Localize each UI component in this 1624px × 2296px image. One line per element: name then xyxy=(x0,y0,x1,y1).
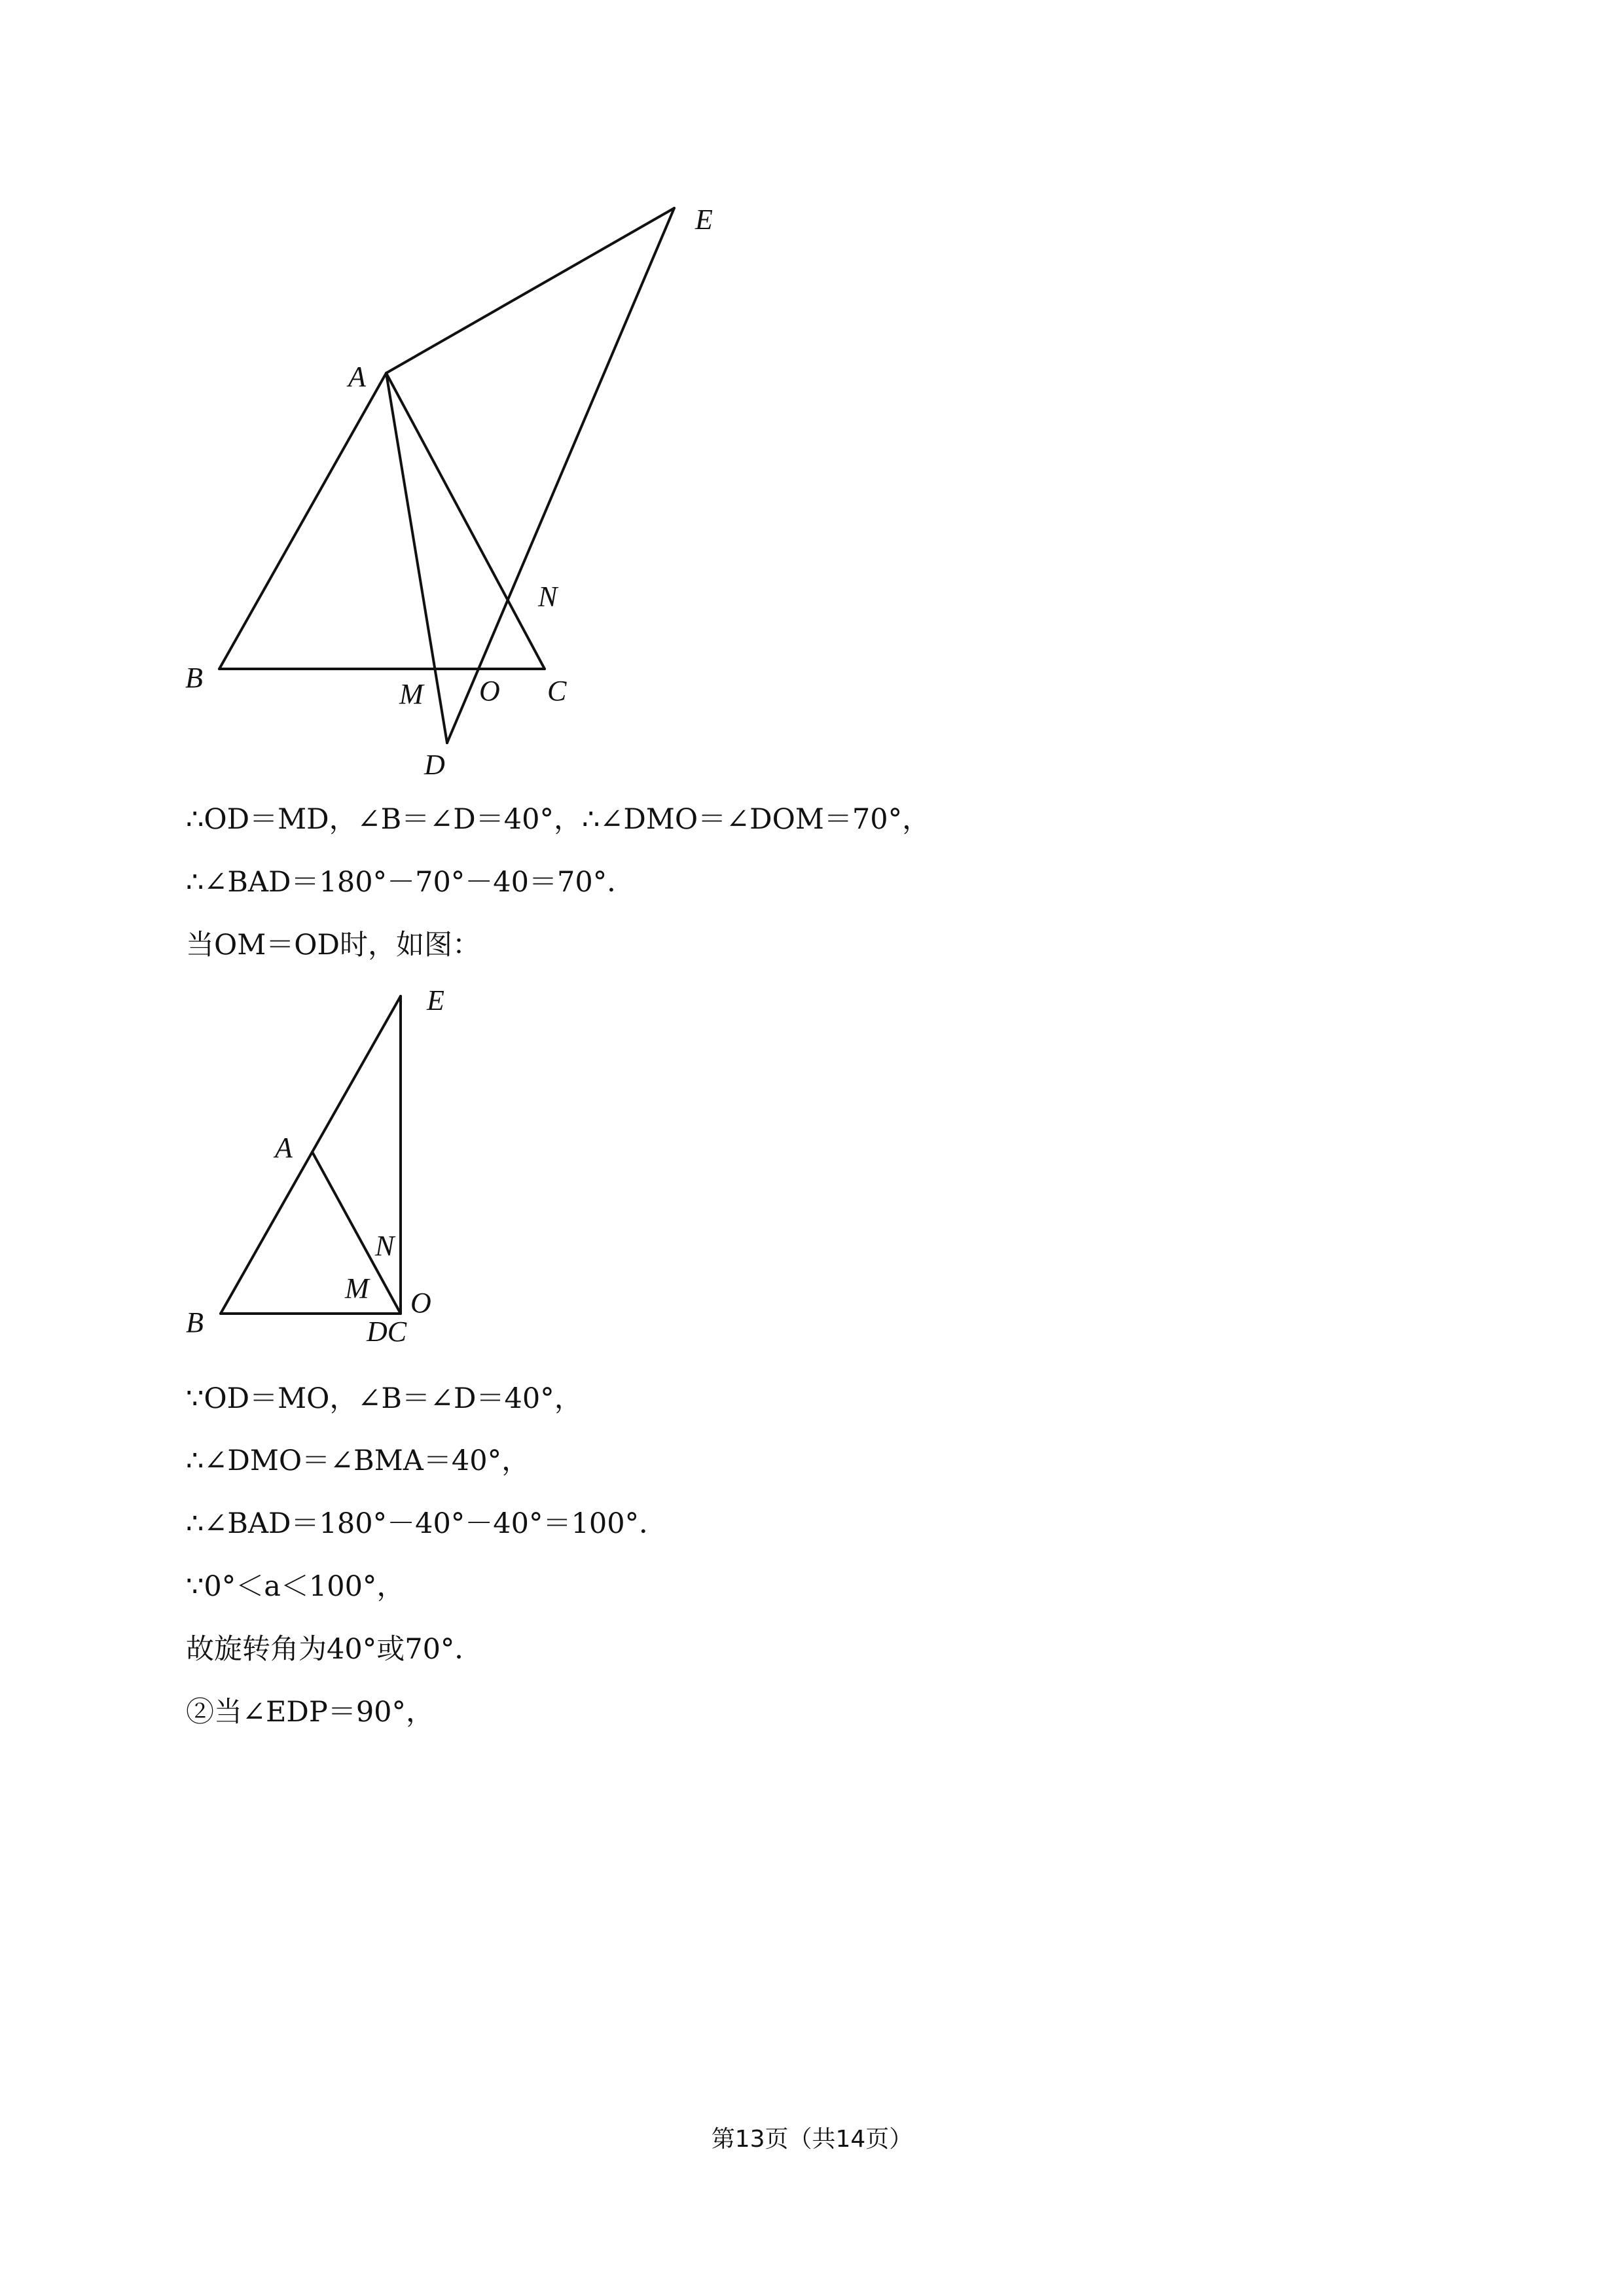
text-line-3: 当OM＝OD时，如图： xyxy=(186,929,481,961)
label-N: N xyxy=(538,581,558,613)
text-line-4: ∵OD＝MO，∠B＝∠D＝40°， xyxy=(186,1382,583,1415)
label-N: N xyxy=(375,1230,395,1262)
label-M: M xyxy=(399,678,424,710)
label-E: E xyxy=(695,204,713,236)
label-A: A xyxy=(275,1132,293,1164)
label-M: M xyxy=(345,1272,369,1304)
page-footer: 第13页（共14页） xyxy=(711,2126,913,2153)
text-line-7: ∵0°＜a＜100°， xyxy=(186,1570,405,1603)
label-DC: DC xyxy=(367,1316,407,1348)
text-line-6: ∴∠BAD＝180°－40°－40°＝100°． xyxy=(186,1507,668,1540)
label-B: B xyxy=(185,662,203,694)
label-B: B xyxy=(186,1306,204,1338)
label-E: E xyxy=(427,984,444,1016)
label-O: O xyxy=(410,1287,431,1319)
text-line-1: ∴OD＝MD，∠B＝∠D＝40°，∴∠DMO＝∠DOM＝70°， xyxy=(186,803,931,836)
text-line-2: ∴∠BAD＝180°－70°－40＝70°． xyxy=(186,866,636,899)
label-O: O xyxy=(479,675,500,707)
label-A: A xyxy=(348,361,366,393)
text-line-9: ②当∠EDP＝90°， xyxy=(186,1696,435,1729)
text-line-8: 故旋转角为40°或70°． xyxy=(186,1633,483,1666)
label-C: C xyxy=(547,675,567,707)
text-line-5: ∴∠DMO＝∠BMA＝40°， xyxy=(186,1444,530,1477)
label-D: D xyxy=(424,749,445,781)
